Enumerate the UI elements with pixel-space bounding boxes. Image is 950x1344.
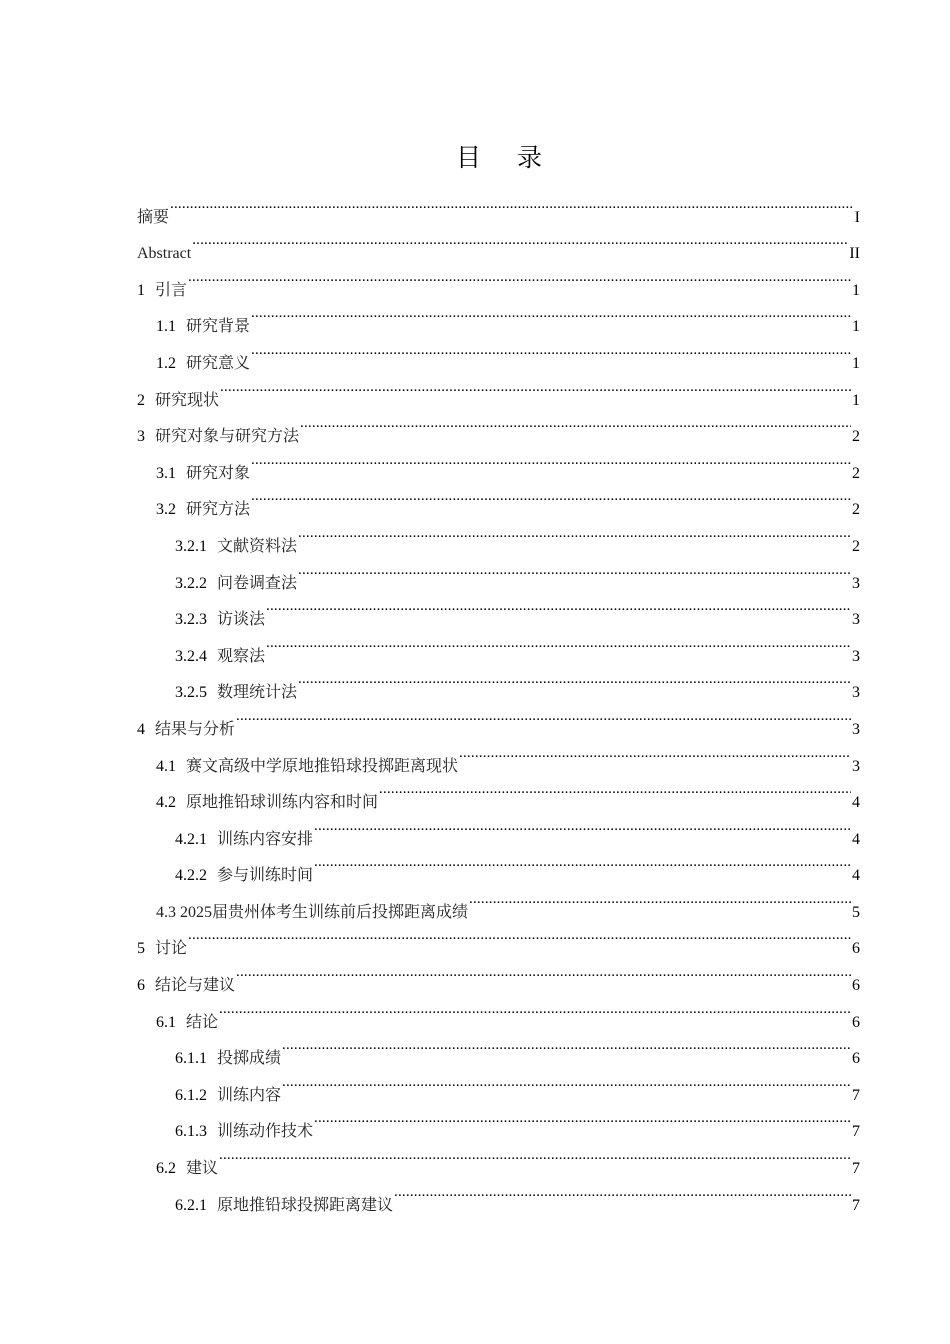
toc-entry-text: 训练内容 bbox=[217, 1084, 282, 1104]
toc-entry-number: 1.1 bbox=[156, 318, 176, 336]
toc-entry[interactable] bbox=[175, 588, 950, 629]
toc-entry[interactable] bbox=[175, 1063, 950, 1104]
toc-entry-page-number: 3 bbox=[852, 611, 860, 629]
toc-entry-number: 6.2 bbox=[156, 1160, 176, 1178]
toc-entry-page-number: 4 bbox=[852, 794, 860, 812]
dot-leader bbox=[394, 1173, 851, 1210]
dot-leader bbox=[469, 880, 851, 917]
toc-entry-number: 3.2.4 bbox=[175, 647, 207, 665]
toc-entry[interactable] bbox=[156, 1136, 950, 1178]
toc-entry-page-number: 7 bbox=[852, 1086, 860, 1104]
toc-entry-label bbox=[175, 1187, 393, 1225]
toc-entry[interactable] bbox=[137, 953, 950, 995]
toc-entry-page-number: 4 bbox=[852, 867, 860, 885]
toc-entry-number: 4.1 bbox=[156, 757, 176, 775]
toc-entry-page-number: 7 bbox=[852, 1123, 860, 1141]
toc-entry-text: 结论 bbox=[186, 1011, 219, 1031]
toc-entry-text: 结论与建议 bbox=[155, 975, 236, 995]
toc-entry-number: 3.2.2 bbox=[175, 574, 207, 592]
toc-entry-text: 研究对象与研究方法 bbox=[155, 426, 300, 446]
dot-leader bbox=[459, 734, 851, 771]
toc-entry[interactable] bbox=[156, 771, 950, 812]
toc-entry-page-number: 3 bbox=[852, 684, 860, 702]
toc-entry-text: 观察法 bbox=[217, 645, 266, 665]
toc-entry-page-number: 2 bbox=[852, 464, 860, 482]
toc-entry[interactable] bbox=[137, 185, 950, 226]
dot-leader bbox=[251, 478, 851, 515]
toc-entry-number: 6.1.2 bbox=[175, 1086, 207, 1104]
toc-entry-number: 4.2.2 bbox=[175, 867, 207, 885]
toc-entry-text: 投掷成绩 bbox=[217, 1048, 282, 1068]
toc-entry-page-number: 7 bbox=[852, 1196, 860, 1214]
dot-leader bbox=[266, 588, 851, 625]
toc-entry-text: 文献资料法 bbox=[217, 535, 298, 555]
dot-leader bbox=[314, 807, 851, 844]
toc-entry[interactable] bbox=[175, 624, 950, 665]
toc-entry-text: 4.3 2025届贵州体考生训练前后投掷距离成绩 bbox=[156, 903, 469, 921]
toc-entry[interactable] bbox=[137, 405, 950, 446]
toc-entry-text: 研究意义 bbox=[186, 352, 251, 372]
dot-leader bbox=[298, 661, 851, 698]
toc-entry[interactable] bbox=[156, 880, 950, 921]
toc-entry-text: 研究方法 bbox=[186, 499, 251, 519]
toc-entry-page-number: 2 bbox=[852, 501, 860, 519]
toc-entry-text: 训练内容安排 bbox=[217, 828, 314, 848]
toc-entry-text: Abstract bbox=[137, 245, 192, 263]
toc-entry-number: 4.2 bbox=[156, 794, 176, 812]
dot-leader bbox=[219, 990, 851, 1027]
toc-entry-number: 1 bbox=[137, 281, 145, 299]
toc-entry-text: 研究背景 bbox=[186, 316, 251, 336]
toc-entry-number: 3.2.1 bbox=[175, 537, 207, 555]
toc-entry-number: 6.1 bbox=[156, 1013, 176, 1031]
dot-leader bbox=[298, 551, 851, 588]
toc-entry-text: 摘要 bbox=[137, 206, 170, 226]
toc-entry[interactable] bbox=[137, 368, 950, 409]
toc-entry-text: 训练动作技术 bbox=[217, 1121, 314, 1141]
toc-entry-text: 研究对象 bbox=[186, 462, 251, 482]
dot-leader bbox=[192, 222, 848, 259]
toc-entry-page-number: 1 bbox=[852, 391, 860, 409]
toc-entry-text: 访谈法 bbox=[217, 609, 266, 629]
toc-entry[interactable] bbox=[175, 551, 950, 592]
toc-entry[interactable] bbox=[137, 917, 950, 958]
dot-leader bbox=[170, 185, 854, 222]
toc-entry[interactable] bbox=[175, 1173, 950, 1214]
toc-entry-page-number: 3 bbox=[852, 720, 860, 738]
toc-entry-page-number: II bbox=[849, 245, 860, 263]
toc-entry-number: 6.1.1 bbox=[175, 1050, 207, 1068]
toc-entry[interactable] bbox=[156, 990, 950, 1031]
toc-entry-text: 参与训练时间 bbox=[217, 865, 314, 885]
toc-entry-number: 4 bbox=[137, 720, 145, 738]
toc-entry[interactable] bbox=[156, 441, 950, 482]
toc-entry-text: 原地推铅球训练内容和时间 bbox=[186, 792, 379, 812]
toc-entry-number: 1.2 bbox=[156, 354, 176, 372]
toc-entry[interactable] bbox=[137, 222, 950, 263]
dot-leader bbox=[219, 1136, 851, 1173]
dot-leader bbox=[300, 405, 851, 442]
toc-entry-page-number: 7 bbox=[852, 1160, 860, 1178]
toc-entry-page-number: 6 bbox=[852, 977, 860, 995]
toc-entry-number: 5 bbox=[137, 940, 145, 958]
toc-entry-page-number: 3 bbox=[852, 647, 860, 665]
toc-entry-text: 问卷调查法 bbox=[217, 572, 298, 592]
toc-entry[interactable] bbox=[156, 331, 950, 372]
toc-entry-number: 4.2.1 bbox=[175, 830, 207, 848]
toc-entry-text: 数理统计法 bbox=[217, 682, 298, 702]
toc-entry-page-number: 4 bbox=[852, 830, 860, 848]
toc-entry-page-number: 1 bbox=[852, 318, 860, 336]
toc-entry-page-number: 6 bbox=[852, 1050, 860, 1068]
toc-entry-page-number: 2 bbox=[852, 537, 860, 555]
toc-entry-number: 3.2.3 bbox=[175, 611, 207, 629]
toc-entry[interactable] bbox=[175, 661, 950, 702]
toc-entry-page-number: 6 bbox=[852, 940, 860, 958]
dot-leader bbox=[188, 917, 851, 954]
toc-entry[interactable] bbox=[137, 697, 950, 738]
dot-leader bbox=[251, 441, 851, 478]
dot-leader bbox=[314, 844, 851, 881]
dot-leader bbox=[379, 771, 851, 808]
toc-entry-page-number: 1 bbox=[852, 354, 860, 372]
dot-leader bbox=[298, 514, 851, 551]
toc-entry-page-number: 1 bbox=[852, 281, 860, 299]
toc-entry[interactable] bbox=[175, 1100, 950, 1141]
toc-entry-number: 3.2.5 bbox=[175, 684, 207, 702]
toc-entry-page-number: 5 bbox=[852, 903, 860, 921]
toc-entry[interactable] bbox=[175, 807, 950, 848]
toc-entry-text: 引言 bbox=[155, 279, 188, 299]
toc-entry-text: 结果与分析 bbox=[155, 718, 236, 738]
dot-leader bbox=[251, 331, 851, 368]
toc-entry-number: 2 bbox=[137, 391, 145, 409]
dot-leader bbox=[251, 295, 851, 332]
dot-leader bbox=[266, 624, 851, 661]
toc-entry-page-number: 6 bbox=[852, 1013, 860, 1031]
toc-entry[interactable] bbox=[137, 258, 950, 299]
dot-leader bbox=[314, 1100, 851, 1137]
toc-entry-number: 6.1.3 bbox=[175, 1123, 207, 1141]
toc-entry-number: 6.2.1 bbox=[175, 1196, 207, 1214]
toc-entry-page-number: 2 bbox=[852, 428, 860, 446]
dot-leader bbox=[236, 953, 851, 990]
toc-list bbox=[0, 185, 950, 1214]
toc-entry-text: 原地推铅球投掷距离建议 bbox=[217, 1194, 394, 1214]
toc-entry-number: 6 bbox=[137, 977, 145, 995]
toc-entry-text: 研究现状 bbox=[155, 389, 220, 409]
toc-entry-number: 3 bbox=[137, 428, 145, 446]
dot-leader bbox=[188, 258, 851, 295]
dot-leader bbox=[236, 697, 851, 734]
toc-entry[interactable] bbox=[156, 478, 950, 519]
toc-entry-page-number: I bbox=[854, 208, 860, 226]
toc-entry[interactable] bbox=[175, 844, 950, 885]
toc-entry-page-number: 3 bbox=[852, 757, 860, 775]
dot-leader bbox=[282, 1063, 851, 1100]
toc-entry-text: 赛文高级中学原地推铅球投掷距离现状 bbox=[186, 755, 459, 775]
toc-entry-number: 3.2 bbox=[156, 501, 176, 519]
toc-entry-text: 讨论 bbox=[155, 938, 188, 958]
toc-entry[interactable] bbox=[175, 1027, 950, 1068]
toc-entry-page-number: 3 bbox=[852, 574, 860, 592]
toc-entry[interactable] bbox=[175, 514, 950, 555]
dot-leader bbox=[282, 1027, 851, 1064]
dot-leader bbox=[220, 368, 851, 405]
toc-entry[interactable] bbox=[156, 734, 950, 775]
toc-entry-number: 3.1 bbox=[156, 464, 176, 482]
toc-entry-text: 建议 bbox=[186, 1158, 219, 1178]
toc-entry[interactable] bbox=[156, 295, 950, 336]
toc-title: 目 录 bbox=[456, 142, 556, 172]
